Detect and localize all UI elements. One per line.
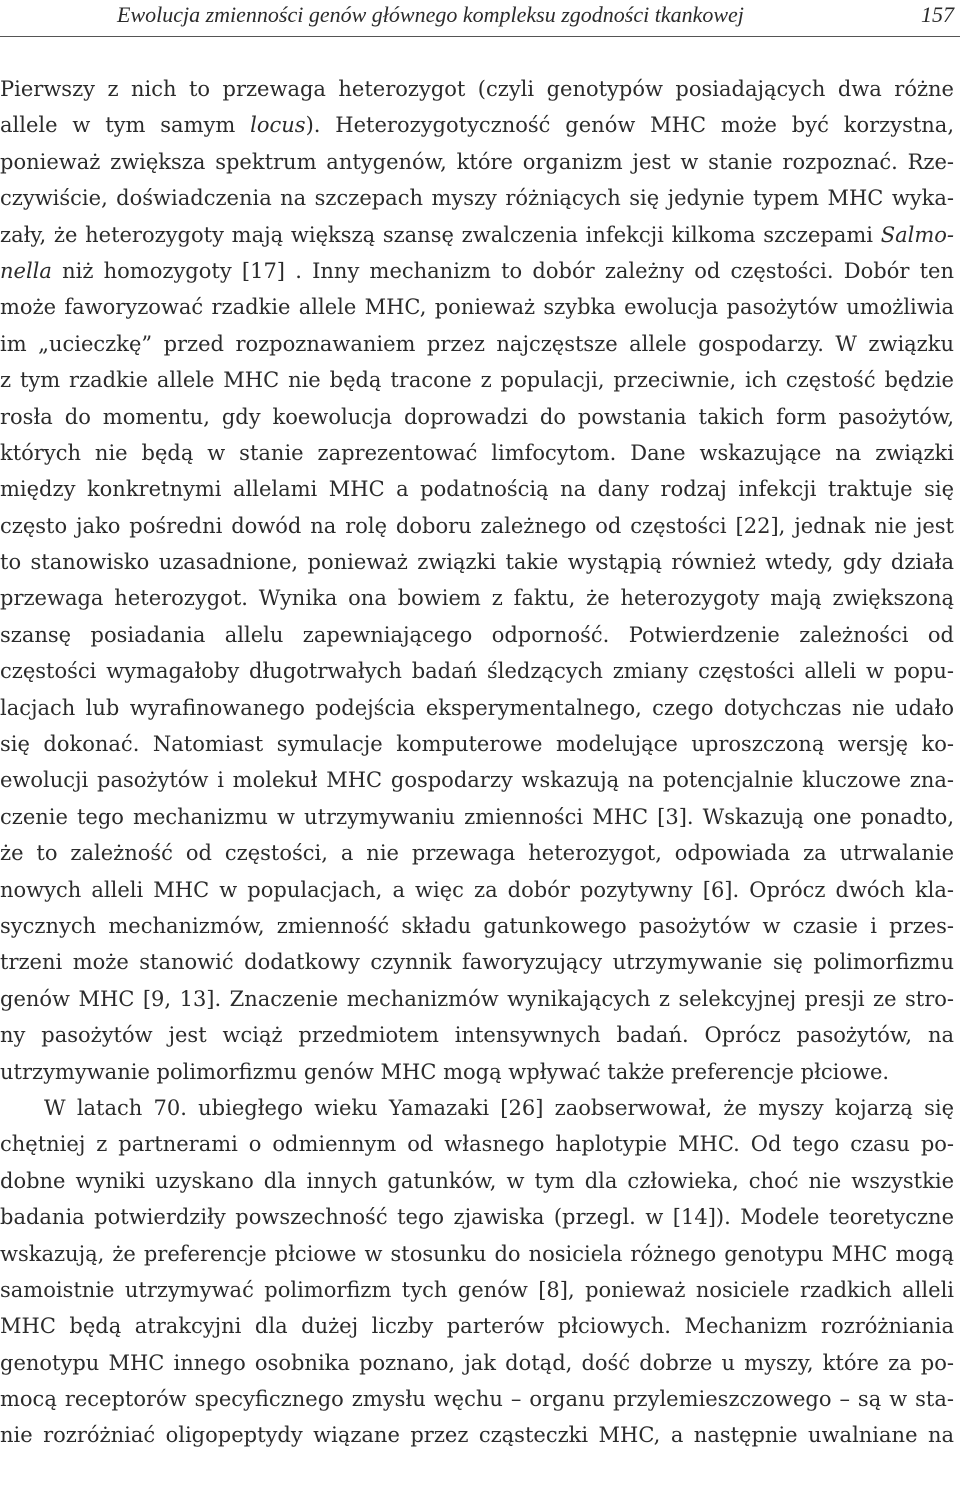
text-line: że to zależność od częstości, a nie przewaga heterozygot, odpowiada za utrwalanie: [0, 841, 954, 866]
text-line: sycznych mechanizmów, zmienność składu gatunkowego pasożytów w czasie i przes-: [0, 913, 954, 938]
text-line: częstości wymagałoby długotrwałych badań śledzących zmiany częstości alleli w popu-: [0, 659, 954, 684]
text-line: nie rozróżniać oligopeptydy wiązane przez cząsteczki MHC, a następnie uwalniane na: [0, 1423, 954, 1448]
text-line: chętniej z partnerami o odmiennym od własnego haplotypie MHC. Od tego czasu po-: [0, 1132, 954, 1157]
text-line: mocą receptorów specyficznego zmysłu węchu – organu przylemieszczowego – są w sta-: [0, 1387, 954, 1412]
text-line: ny pasożytów jest wciąż przedmiotem intensywnych badań. Oprócz pasożytów, na: [0, 1023, 954, 1048]
text-segment: allele w tym samym: [0, 113, 251, 138]
text-line: czenie tego mechanizmu w utrzymywaniu zmienności MHC [3]. Wskazują one ponadto,: [0, 804, 954, 829]
text-line: lacjach lub wyrafinowanego podejścia eksperymentalnego, czego dotychczas nie udało: [0, 695, 954, 720]
text-line: ponieważ zwiększa spektrum antygenów, które organizm jest w stanie rozpoznać. Rze-: [0, 149, 954, 174]
text-line: badania potwierdziły powszechność tego zjawiska (przegl. w [14]). Modele teoretyczne: [0, 1205, 954, 1230]
text-line: utrzymywanie polimorfizmu genów MHC mogą wpływać także preferencje płciowe.: [0, 1059, 890, 1084]
text-line: Pierwszy z nich to przewaga heterozygot (czyli genotypów posiadających dwa różne: [0, 77, 954, 101]
running-header: [0, 0, 960, 36]
text-line: może faworyzować rzadkie allele MHC, ponieważ szybka ewolucja pasożytów umożliwia: [0, 295, 954, 320]
italic-term: Salmo-: [880, 222, 954, 247]
page-number: 157: [921, 2, 954, 27]
text-segment: ). Heterozygotyczność genów MHC może być korzystna,: [305, 113, 954, 138]
text-line: to stanowisko uzasadnione, ponieważ związki takie wystąpią również wtedy, gdy działa: [0, 550, 954, 575]
text-line: się dokonać. Natomiast symulacje komputerowe modelujące uproszczoną wersję ko-: [0, 732, 954, 757]
italic-term: locus: [250, 113, 306, 138]
text-line: [0, 253, 954, 289]
text-line: samoistnie utrzymywać polimorfizm tych genów [8], ponieważ nosiciele rzadkich alleli: [0, 1277, 954, 1302]
text-line: genów MHC [9, 13]. Znaczenie mechanizmów wynikających z selekcyjnej presji ze stro-: [0, 986, 954, 1011]
text-line: nowych alleli MHC w populacjach, a więc za dobór pozytywny [6]. Oprócz dwóch kla-: [0, 877, 954, 902]
text-line: wskazują, że preferencje płciowe w stosunku do nosiciela różnego genotypu MHC mogą: [0, 1241, 954, 1266]
italic-term: nella: [0, 258, 52, 283]
text-line: szansę posiadania allelu zapewniającego odporność. Potwierdzenie zależności od: [0, 622, 954, 647]
header-rule: [0, 36, 960, 37]
text-line: przewaga heterozygot. Wynika ona bowiem z faktu, że heterozygoty mają zwiększoną: [0, 586, 954, 611]
text-line: często jako pośredni dowód na rolę doboru zależnego od częstości [22], jednak nie jest: [0, 513, 954, 538]
text-line: im „ucieczkę” przed rozpoznawaniem przez najczęstsze allele gospodarzy. W związku: [0, 331, 954, 356]
text-line: ewolucji pasożytów i molekuł MHC gospodarzy wskazują na potencjalnie kluczowe zna-: [0, 768, 954, 793]
text-line: W latach 70. ubiegłego wieku Yamazaki [26] zaobserwował, że myszy kojarzą się: [44, 1095, 954, 1120]
running-title: Ewolucja zmienności genów głównego kompleksu zgodności tkankowej: [117, 2, 744, 27]
text-segment: niż homozygoty [17] . Inny mechanizm to dobór zależny od częstości. Dobór ten: [51, 258, 954, 283]
text-line: których nie będą w stanie zaprezentować limfocytom. Dane wskazujące na związki: [0, 440, 954, 465]
text-line: czywiście, doświadczenia na szczepach myszy różniących się jedynie typem MHC wyka-: [0, 186, 954, 211]
body-text: [0, 71, 954, 1454]
text-line: MHC będą atrakcyjni dla dużej liczby parterów płciowych. Mechanizm rozróżniania: [0, 1314, 954, 1339]
text-line: [0, 217, 954, 253]
text-segment: zały, że heterozygoty mają większą szansę zwalczenia infekcji kilkoma szczepami: [0, 222, 881, 247]
text-line: [0, 107, 954, 143]
text-line: rosła do momentu, gdy koewolucja doprowadzi do powstania takich form pasożytów,: [0, 404, 954, 429]
text-line: z tym rzadkie allele MHC nie będą tracone z populacji, przeciwnie, ich częstość będzie: [0, 368, 954, 393]
text-line: genotypu MHC innego osobnika poznano, jak dotąd, dość dobrze u myszy, które za po-: [0, 1350, 954, 1375]
text-line: trzeni może stanowić dodatkowy czynnik faworyzujący utrzymywanie się polimorfizmu: [0, 950, 954, 975]
text-line: między konkretnymi allelami MHC a podatnością na dany rodzaj infekcji traktuje się: [0, 477, 954, 502]
text-line: dobne wyniki uzyskano dla innych gatunków, w tym dla człowieka, choć nie wszystkie: [0, 1168, 954, 1193]
